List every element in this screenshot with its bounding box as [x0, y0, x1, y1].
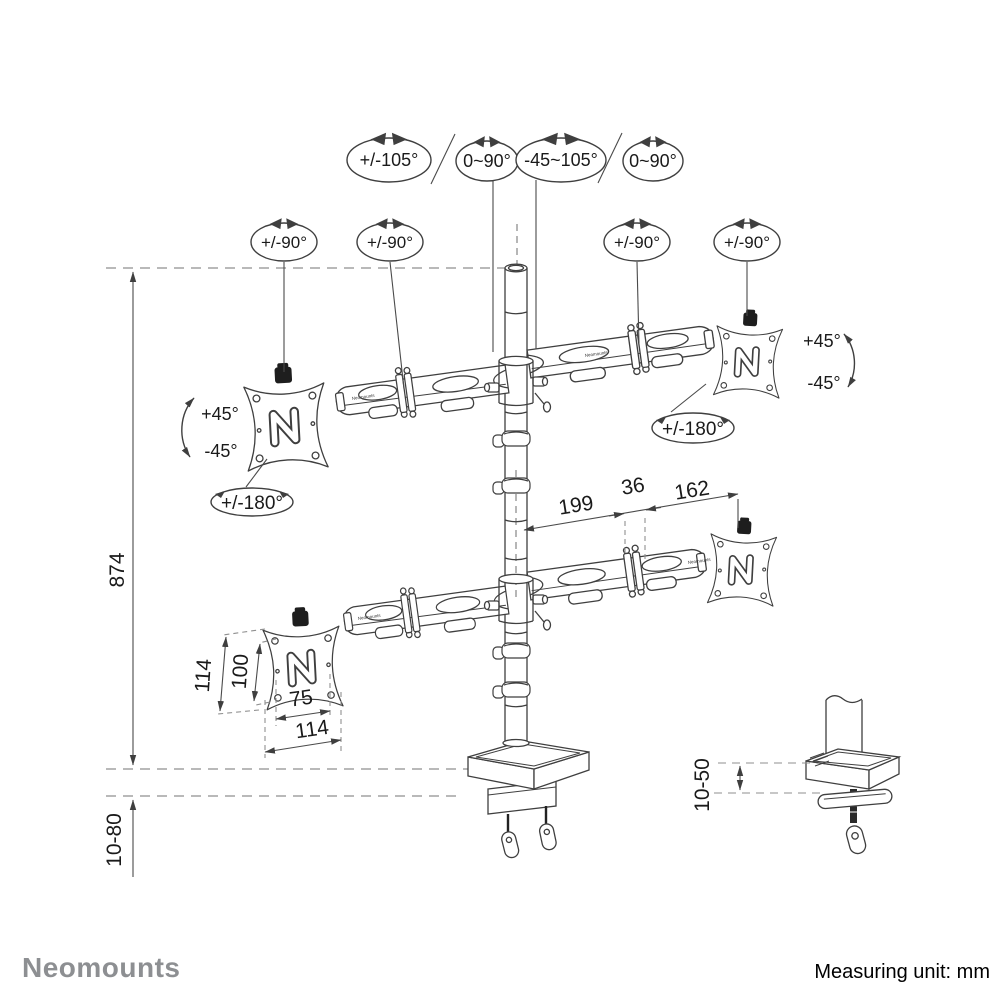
arm-brand-print: Neomounts — [687, 556, 711, 565]
swivel-annotation-right — [652, 413, 734, 443]
label-pole-range-right: 0~90° — [629, 151, 677, 171]
dim-plate-height: 114 — [190, 658, 217, 694]
desk-clamp — [468, 740, 589, 860]
dimension-labels — [103, 473, 714, 866]
neomounts-logo: Neomounts — [22, 952, 181, 983]
dim-plate-width: 114 — [293, 715, 331, 744]
oval-pan-1 — [251, 220, 317, 262]
label-swivel-left: +/-180° — [220, 493, 284, 514]
dim-joint: 36 — [619, 473, 647, 500]
swivel-annotation-left — [211, 488, 293, 516]
dim-arm-inner: 199 — [556, 491, 596, 520]
tilt-annotation-left — [182, 398, 239, 461]
label-pole-tilt-left: +/-105° — [359, 150, 419, 170]
label-pole-range-left: 0~90° — [463, 151, 511, 171]
label-tilt-up-left: +45° — [201, 404, 239, 424]
upper-left-arm — [333, 353, 510, 427]
dim-desk-range: 10-80 — [103, 813, 126, 867]
label-pan-3: +/-90° — [613, 233, 661, 252]
vesa-plate-upper-right — [713, 308, 783, 398]
oval-pole-range-left — [456, 137, 518, 181]
label-tilt-down-left: -45° — [204, 441, 238, 461]
dim-detail-range: 10-50 — [691, 758, 714, 812]
oval-pan-2 — [357, 220, 423, 262]
vesa-plate-upper-left — [243, 361, 328, 471]
dim-pole-height: 874 — [106, 552, 129, 588]
label-pan-2: +/-90° — [366, 233, 414, 252]
dim-vesa-width: 75 — [287, 685, 315, 712]
oval-pole-range-right — [623, 137, 683, 181]
rotation-ovals-top — [347, 134, 683, 182]
vesa-plate-lower-right — [707, 516, 777, 606]
label-tilt-down-right: -45° — [807, 373, 841, 393]
lower-left-arm — [341, 574, 510, 647]
pole — [493, 264, 530, 742]
oval-pan-4 — [714, 220, 780, 262]
label-pan-4: +/-90° — [723, 233, 771, 252]
rotation-ovals-pan — [251, 220, 780, 262]
oval-pan-3 — [604, 220, 670, 262]
label-swivel-right: +/-180° — [661, 419, 725, 440]
lower-right-arm — [525, 536, 708, 611]
label-pole-tilt-right: -45~105° — [524, 150, 598, 170]
arm-brand-print: Neomounts — [351, 392, 375, 401]
clamp-detail — [806, 696, 899, 856]
arm-brand-print: Neomounts — [584, 349, 608, 358]
oval-pole-tilt-left — [347, 134, 431, 182]
upper-right-arm — [525, 313, 716, 389]
label-tilt-up-right: +45° — [803, 331, 841, 351]
oval-pole-tilt-right — [516, 134, 606, 182]
measuring-unit-note: Measuring unit: mm — [814, 961, 990, 983]
construction-lines — [106, 224, 517, 796]
dim-vesa-spacing: 100 — [227, 653, 254, 690]
label-pan-1: +/-90° — [260, 233, 308, 252]
arm-brand-print: Neomounts — [357, 612, 381, 621]
dim-arm-outer: 162 — [672, 476, 712, 505]
tilt-annotation-right — [803, 331, 854, 393]
